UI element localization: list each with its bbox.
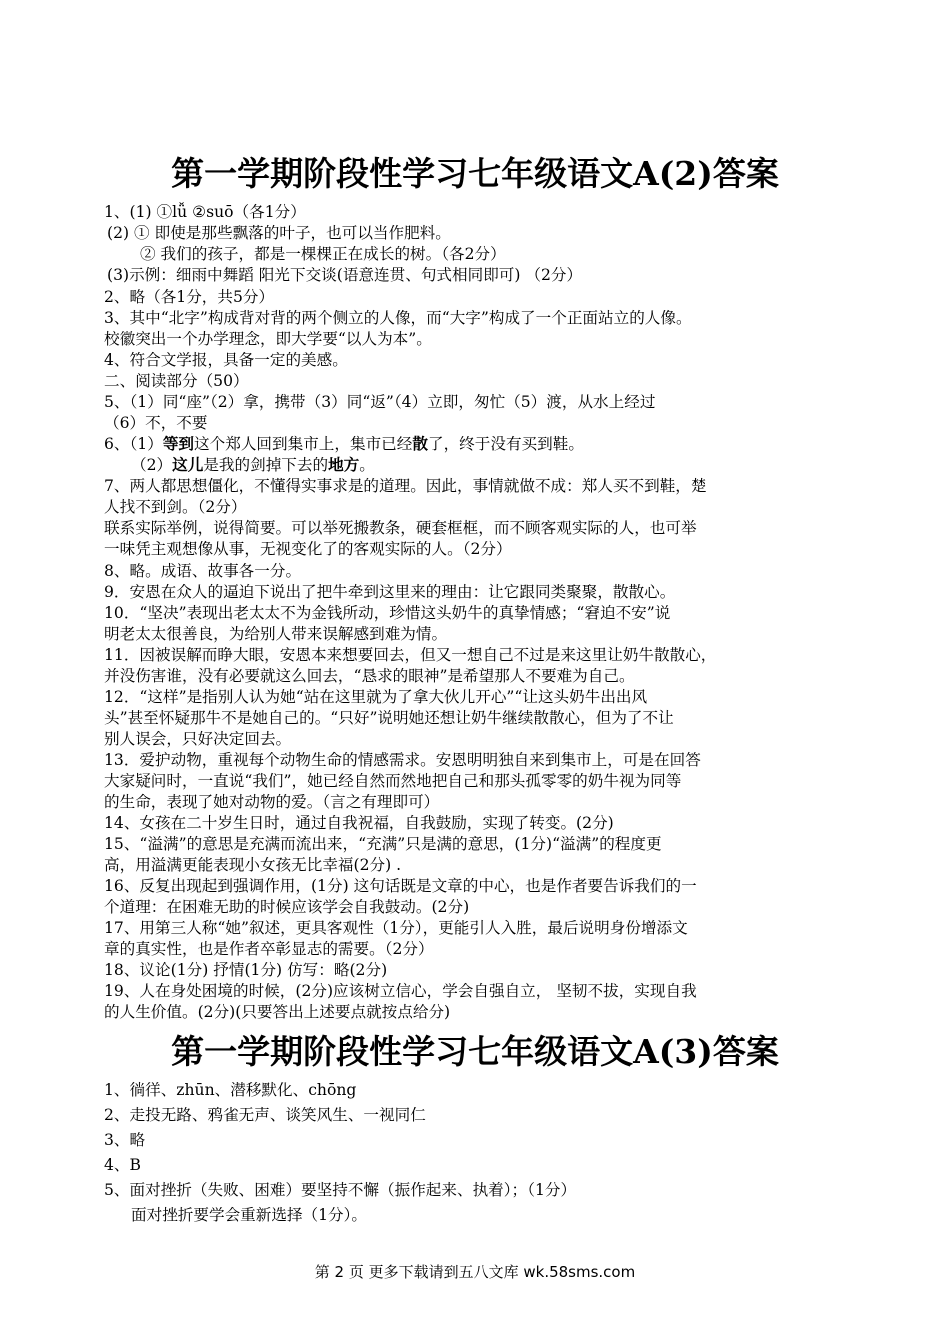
- answer-8: 8、略。成语、故事各一分。: [104, 562, 302, 580]
- answer-19a: 19、人在身处困境的时候，(2分)应该树立信心，学会自强自立， 坚韧不拔，实现自我: [104, 982, 697, 1000]
- answer-15b: 高，用溢满更能表现小女孩无比幸福(2分) .: [104, 856, 402, 874]
- answer-1-3: (3)示例：细雨中舞蹈 阳光下交谈(语意连贯、句式相同即可) （2分）: [107, 266, 583, 284]
- answer-6a-bold: 散: [412, 434, 428, 453]
- answer-15a: 15、“溢满”的意思是充满而流出来，“充满”只是满的意思，(1分)“溢满”的程度更: [104, 835, 662, 853]
- answer-6a-text: 这个郑人回到集市上，集市已经: [194, 435, 413, 453]
- answer-13a: 13．爱护动物，重视每个动物生命的情感需求。安恩明明独自来到集市上，可是在回答: [104, 751, 701, 769]
- answer-7b: 人找不到剑。（2分）: [104, 498, 247, 516]
- answer-10a: 10．“坚决”表现出老太太不为金钱所动，珍惜这头奶牛的真挚情感；“窘迫不安”说: [104, 604, 671, 622]
- answer-7a: 7、两人都思想僵化，不懂得实事求是的道理。因此，事情就做不成：郑人买不到鞋，楚: [104, 477, 707, 495]
- answer-6a-text: 6、（1）: [104, 435, 163, 453]
- answer-13c: 的生命，表现了她对动物的爱。（言之有理即可）: [104, 793, 440, 811]
- answer-12a: 12．“这样”是指别人认为她“站在这里就为了拿大伙儿开心”“让这头奶牛出出风: [104, 688, 648, 706]
- answer-1-2b: ② 我们的孩子，都是一棵棵正在成长的树。（各2分）: [140, 245, 506, 263]
- answer-19b: 的人生价值。(2分)(只要答出上述要点就按点给分): [104, 1003, 451, 1021]
- answer-6a-text: 了，终于没有买到鞋。: [427, 435, 584, 453]
- answer-1-1: 1、(1) ①lǚ ②suō（各1分）: [104, 203, 306, 221]
- answer-6a: [104, 434, 584, 454]
- answer-6b-bold: 地方: [328, 455, 360, 474]
- answer-a3-5a: 5、面对挫折（失败、困难）要坚持不懈（振作起来、执着）；（1分）: [104, 1181, 577, 1199]
- answer-17a: 17、用第三人称“她”叙述，更具客观性（1分），更能引人入胜，最后说明身份增添文: [104, 919, 688, 937]
- answer-12c: 别人误会，只好决定回去。: [104, 730, 292, 748]
- answer-7d: 一味凭主观想像从事，无视变化了的客观实际的人。（2分）: [104, 540, 512, 558]
- answer-6b-text: 。: [359, 456, 375, 474]
- answer-6b: [131, 455, 375, 475]
- answer-3b: 校徽突出一个办学理念，即大学要“以人为本”。: [104, 330, 432, 348]
- answer-1-2a: (2) ① 即使是那些飘落的叶子，也可以当作肥料。: [107, 224, 451, 242]
- answer-13b: 大家疑问时，一直说“我们”，她已经自然而然地把自己和那头孤零零的奶牛视为同等: [104, 772, 682, 790]
- answer-17b: 章的真实性，也是作者卒彰显志的需要。（2分）: [104, 940, 434, 958]
- answer-9: 9．安恩在众人的逼迫下说出了把牛牵到这里来的理由：让它跟同类聚聚，散散心。: [104, 583, 676, 601]
- answer-6b-text: （2）: [131, 456, 173, 474]
- answer-a3-2: 2、走投无路、鸦雀无声、谈笑风生、一视同仁: [104, 1106, 426, 1124]
- section-reading-heading: 二、阅读部分（50）: [104, 372, 249, 390]
- answer-7c: 联系实际举例，说得简要。可以举死搬教条，硬套框框，而不顾客观实际的人，也可举: [104, 519, 697, 537]
- answer-3a: 3、其中“北字”构成背对背的两个侧立的人像，而“大字”构成了一个正面站立的人像。: [104, 309, 692, 327]
- answer-14: 14、女孩在二十岁生日时，通过自我祝福，自我鼓励，实现了转变。(2分): [104, 814, 614, 832]
- answer-6b-text: 是我的剑掉下去的: [203, 456, 329, 474]
- answer-a3-4: 4、B: [104, 1156, 141, 1174]
- answer-a3-1: 1、徜徉、zhūn、潜移默化、chōng: [104, 1081, 357, 1099]
- answer-16b: 个道理：在困难无助的时候应该学会自我鼓动。(2分): [104, 898, 470, 916]
- section-title-a3: 第一学期阶段性学习七年级语文A(3)答案: [171, 1032, 779, 1071]
- answer-5b: （6）不，不要: [104, 414, 208, 432]
- answer-10b: 明老太太很善良，为给别人带来误解感到难为情。: [104, 625, 448, 643]
- answer-4: 4、符合文学报，具备一定的美感。: [104, 351, 348, 369]
- answer-16a: 16、反复出现起到强调作用，(1分) 这句话既是文章的中心，也是作者要告诉我们的一: [104, 877, 697, 895]
- answer-11b: 并没伤害谁，没有必要就这么回去，“恳求的眼神”是希望那人不要难为自己。: [104, 667, 635, 685]
- answer-6a-bold: 等到: [162, 434, 195, 453]
- answer-2: 2、略（各1分，共5分）: [104, 288, 275, 306]
- answer-18: 18、议论(1分) 抒情(1分) 仿写：略(2分): [104, 961, 388, 979]
- answer-a3-5b: 面对挫折要学会重新选择（1分）。: [131, 1206, 368, 1224]
- answer-6b-bold: 这儿: [172, 455, 204, 474]
- answer-11a: 11．因被误解而睁大眼，安恩本来想要回去，但又一想自己不过是来这里让奶牛散散心，: [104, 646, 717, 664]
- answer-a3-3: 3、略: [104, 1131, 146, 1149]
- answer-12b: 头”甚至怀疑那牛不是她自己的。“只好”说明她还想让奶牛继续散散心，但为了不让: [104, 709, 674, 727]
- answer-5a: 5、（1）同“座”（2）拿，携带（3）同“返”（4）立即，匆忙（5）渡，从水上经过: [104, 393, 656, 411]
- section-title-a2: 第一学期阶段性学习七年级语文A(2)答案: [171, 154, 779, 193]
- page-footer: 第 2 页 更多下载请到五八文库 wk.58sms.com: [314, 1263, 636, 1281]
